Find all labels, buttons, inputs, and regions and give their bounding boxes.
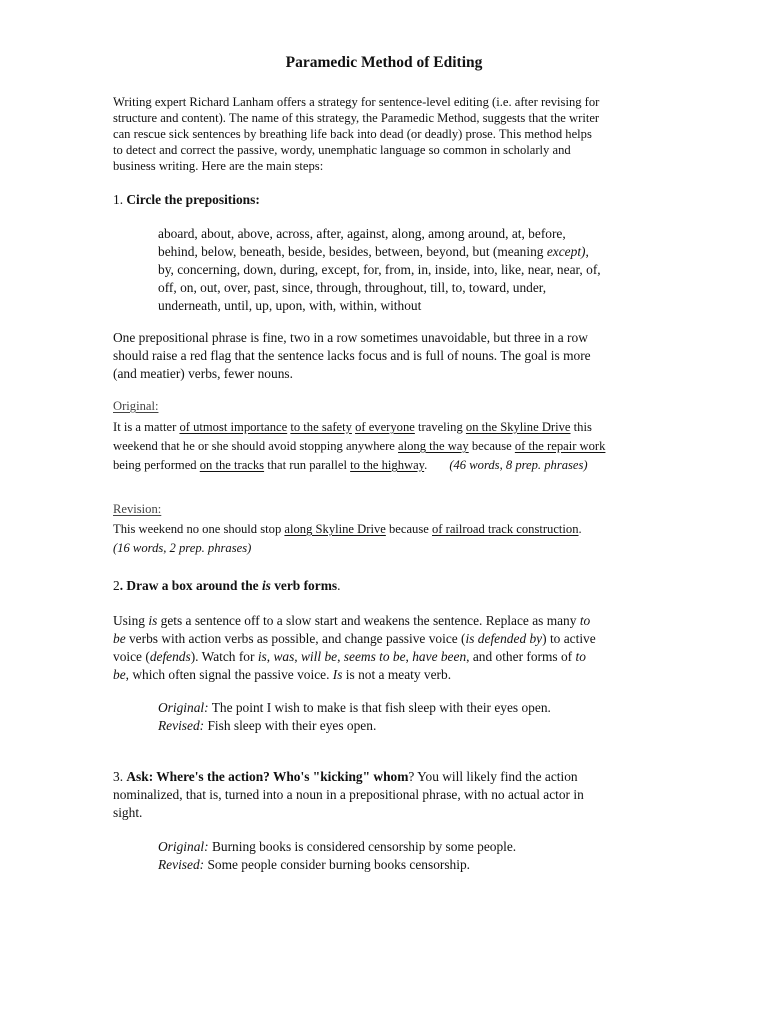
preposition-line: aboard, about, above, across, after, against, along, among around, at, before, [158, 226, 566, 241]
revision-line: This weekend no one should stop along Skyline Drive because of railroad track construction. [113, 522, 582, 536]
revision-label: Revision: [113, 502, 162, 516]
example-original: Original: Burning books is considered censorship by some people. [158, 839, 517, 854]
preposition-line: by, concerning, down, during, except, for, from, in, inside, into, like, near, near, of, [158, 262, 601, 277]
prep-phrase: to the safety [290, 420, 352, 434]
prep-phrase: on the Skyline Drive [465, 420, 571, 434]
step2-heading: 2. Draw a box around the is verb forms. [113, 578, 341, 593]
preposition-line: off, on, out, over, past, since, through, throughout, till, to, toward, under, [158, 280, 547, 295]
preposition-line: underneath, until, up, upon, with, within, without [158, 298, 422, 313]
prep-phrase: along the way [398, 439, 469, 453]
document-title: Paramedic Method of Editing [285, 54, 483, 71]
prep-phrase: along Skyline Drive [284, 522, 386, 536]
original-line: being performed on the tracks that run parallel to the highway. (46 words, 8 prep. phrases) [113, 458, 588, 472]
revision-example [113, 520, 582, 558]
prep-phrase: on the tracks [199, 458, 265, 472]
preposition-line: behind, below, beneath, beside, besides, between, beyond, but (meaning except), [158, 244, 589, 259]
prep-phrase: of everyone [355, 420, 415, 434]
preposition-list [158, 225, 601, 315]
prep-phrase: of utmost importance [179, 420, 288, 434]
intro-paragraph [113, 94, 599, 174]
step3-heading: Ask: Where's the action? Who's "kicking" whom [126, 769, 409, 784]
prep-phrase: of railroad track construction [432, 522, 579, 536]
word-count: (16 words, 2 prep. phrases) [113, 541, 252, 555]
word-count: (46 words, 8 prep. phrases) [449, 458, 588, 472]
step3-examples [158, 838, 516, 874]
intro-line: business writing. Here are the main steps: [113, 159, 324, 173]
example-revised: Revised: Fish sleep with their eyes open. [158, 718, 377, 733]
original-label: Original: [113, 399, 159, 413]
original-example [113, 418, 605, 475]
step2-paragraph: Using is gets a sentence off to a slow start and weakens the sentence. Replace as many to be verbs with action verbs as possible, and change passive voice (is defended by) to active voice (defends). Watch for is, was, will be, seems to be, have been, and other forms of to be, which often signal the passive voice. Is is not a meaty verb. [113, 613, 596, 682]
step3-paragraph: 3. Ask: Where's the action? Who's "kicking" whom? You will likely find the action nominalized, that is, turned into a noun in a prepositional phrase, with no actual actor in sight. [113, 769, 584, 820]
step1-paragraph: One prepositional phrase is fine, two in a row sometimes unavoidable, but three in a row should raise a red flag that the sentence lacks focus and is full of nouns. The goal is more (and meatier) verbs, fewer nouns. [113, 330, 591, 381]
step1-heading: 1. Circle the prepositions: [113, 192, 260, 207]
example-revised: Revised: Some people consider burning books censorship. [158, 857, 471, 872]
prep-phrase: to the highway [350, 458, 425, 472]
intro-line: structure and content). The name of this strategy, the Paramedic Method, suggests that the writer [113, 111, 600, 125]
original-line: It is a matter of utmost importance to the safety of everyone traveling on the Skyline Drive this [113, 420, 592, 434]
example-original: Original: The point I wish to make is that fish sleep with their eyes open. [158, 700, 551, 715]
intro-line: can rescue sick sentences by breathing life back into dead (or deadly) prose. This method helps [113, 127, 592, 141]
original-line: weekend that he or she should avoid stopping anywhere along the way because of the repair work [113, 439, 606, 453]
step2-examples [158, 699, 551, 735]
intro-line: Writing expert Richard Lanham offers a strategy for sentence-level editing (i.e. after revising for [113, 95, 600, 109]
intro-line: to detect and correct the passive, wordy, unemphatic language so common in scholarly and [113, 143, 571, 157]
prep-phrase: of the repair work [514, 439, 606, 453]
